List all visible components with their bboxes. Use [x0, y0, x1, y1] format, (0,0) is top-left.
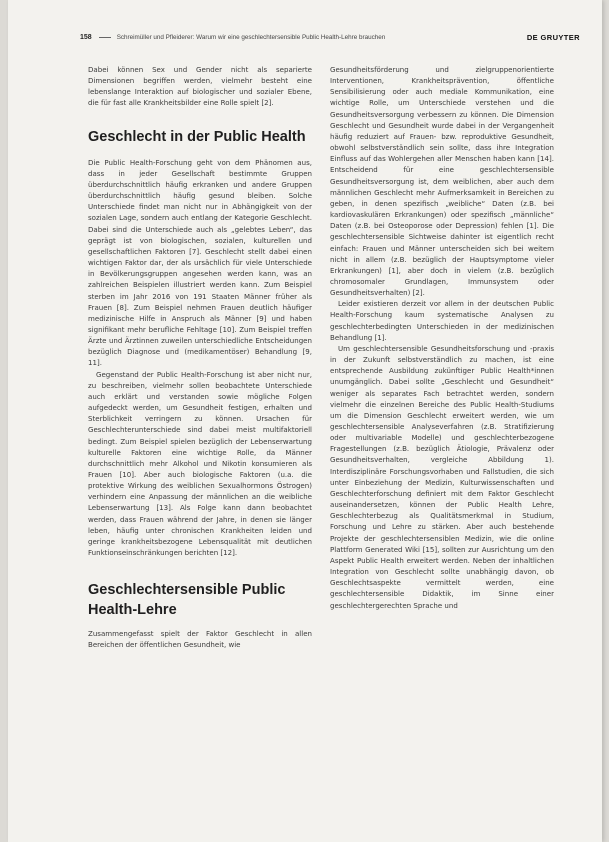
body-paragraph: Zusammengefasst spielt der Faktor Geschlecht in allen Bereichen der öffentlichen Gesundheit, wie	[88, 629, 312, 650]
body-paragraph: Gesundheitsförderung und zielgruppenorientierte Interventionen, Krankheitsprävention, öffentliche Sensibilisierung oder auch mediale Kommunikation, eine wichtige Rolle, um Unterschiede verstehen und die Gesundheitsversorgung verbessern zu können. Die Dimension Geschlecht und Gesundheit wurde dabei in der Vergangenheit häufig reduziert auf Frauen- bzw. reproduktive Gesundheit, obwohl selbstverständlich sein sollte, dass ihre Integration Einfluss auf das Wohlergehen aller Menschen haben kann [14]. Entscheidend für eine geschlechtersensible Gesundheitsversorgung ist, dem weiblichen, aber auch dem männlichen Geschlecht mehr Aufmerksamkeit in Bereichen zu geben, in denen spezifisch „weibliche“ Daten (z.B. bei kardiovaskulären Erkrankungen) oder spezifisch „männliche“ Daten (z.B. bei Osteoporose oder Depression) fehlen [1]. Die geschlechtersensible Sichtweise dahinter ist eigentlich recht einfach: Frauen und Männer unterscheiden sich bei weitem nicht in allem (z.B. bezüglich der Hauptsymptome vieler Erkrankungen) [1], aber doch in vielem (z.B. bezüglich chromosomaler Grundlagen, Immunsystem oder Gesundheitsverhalten) [2].	[330, 65, 554, 298]
right-column	[330, 64, 554, 611]
publisher-logo: DE GRUYTER	[526, 32, 580, 42]
left-column	[88, 64, 312, 651]
body-paragraph: Leider existieren derzeit vor allem in der deutschen Public Health-Forschung kaum systematische Analysen zu geschlechterbedingten Unterschieden in der medizinischen Behandlung [1].	[330, 299, 554, 342]
body-paragraph: Die Public Health-Forschung geht von dem Phänomen aus, dass in jeder Gesellschaft bestimmte Gruppen überdurchschnittlich häufig erkranken und andere Gruppen überdurchschnittlich häufig gesund bleiben. Solche Unterschiede findet man nicht nur in Abhängigkeit von der sozialen Lage, sondern auch entlang der Kategorie Geschlecht. Dabei sind die Unterschiede auch als „gelebtes Leben“, das geprägt ist von biologischen, sozialen, kulturellen und gesellschaftlichen Faktoren [7]. Geschlecht stellt dabei einen wichtigen Faktor dar, der als ursächlich für viele Unterschiede in Bevölkerungsgruppen angesehen werden kann, was an zahlreichen Beispielen illustriert werden kann. Zum Beispiel sterben im Jahr 2016 von 191 Staaten Männer früher als Frauen [8]. Zum Beispiel nehmen Frauen deutlich häufiger medizinische Hilfe in Anspruch als Männer [9] und haben signifikant mehr berufliche Fehltage [10]. Zum Beispiel treffen Ärzte und Ärztinnen zuweilen unterschiedliche Entscheidungen bezüglich Diagnose und (medikamentöser) Behandlung [9, 11].	[88, 157, 312, 368]
header-rule	[99, 37, 111, 38]
section-heading-gender-public-health: Geschlecht in der Public Health	[88, 128, 306, 145]
body-paragraph: Gegenstand der Public Health-Forschung ist aber nicht nur, zu beschreiben, vielmehr sollen beobachtete Unterschiede auch erklärt und verstanden sowie mögliche Folgen aufgedeckt werden, um Gesundheit festigen, erhalten und Sterblichkeit verringern zu können. Ursachen für Geschlechterunterschiede sind dabei meist multifaktoriell bedingt. Zum Beispiel spielen bezüglich der Lebenserwartung kulturelle Faktoren eine wichtige Rolle, da Männer durchschnittlich mehr Alkohol und Nikotin konsumieren als Frauen [10]. Aber auch biologische Faktoren (u.a. die protektive Wirkung des weiblichen Sexualhormons Östrogen) verhindern eine Anpassung der männlichen an die weibliche Lebenserwartung [13]. Als Folge kann dann beobachtet werden, dass Frauen während der Jahre, in denen sie länger leben, häufig unter chronischen Krankheiten leiden und geringe krankheitsbezogene Lebensqualität mit deutlichen Funktionseinschränkungen berichten [12].	[88, 369, 312, 558]
body-paragraph: Um geschlechtersensible Gesundheitsforschung und -praxis in der Zukunft selbstverständlich zu machen, ist eine entsprechende Ausbildung zukünftiger Public Health*innen unumgänglich. Dabei sollte „Geschlecht und Gesundheit“ weniger als separates Fach betrachtet werden, sondern vielmehr die einzelnen Bereiche des Public Health-Studiums um die Dimension Geschlecht erweitert werden, wie um geschlechtersensible Analyseverfahren (z.B. Stratifizierung oder multivariable Modelle) und geschlechterbezogene Fragestellungen (z.B. bezüglich Ätiologie, Prävalenz oder Gesundheitsverhalten, vergleiche Abbildung 1). Interdisziplinäre Forschungsvorhaben und Fallstudien, die sich unter Einbeziehung der Medizin, Kulturwissenschaften und Geschlechterforschung definiert mit dem Faktor Geschlecht auseinandersetzen, können der Public Health Lehre, Geschlechterbezug als Qualitätsmerkmal in Studium, Forschung und Lehre zu stärken. Aber auch bestehende Projekte der geschlechtersensiblen Medizin, wie die online Plattform Generated Wiki [15], sollten zur Ausrichtung um den Aspekt Public Health erweitert werden. Neben der inhaltlichen Integration von Geschlecht sollte unabhängig davon, ob Geschlechtsaspekte vermittelt werden, eine geschlechtersensible Didaktik, im Sinne einer geschlechtergerechten Sprache und	[330, 343, 554, 610]
running-title: Schreimüller und Pfleiderer: Warum wir eine geschlechtersensible Public Health-Lehre brauchen	[116, 33, 386, 41]
running-header	[80, 30, 580, 44]
document-page	[8, 0, 602, 842]
intro-paragraph: Dabei können Sex und Gender nicht als separierte Dimensionen begriffen werden, vielmehr besteht eine lebenslange Interaktion auf biologischer und sozialer Ebene, die für fast alle Krankheitsbilder eine Rolle spielt [2].	[88, 65, 312, 108]
section-heading-gender-sensitive-teaching: Geschlechtersensible Public Health-Lehre	[88, 582, 286, 619]
page-number: 158	[80, 33, 92, 41]
